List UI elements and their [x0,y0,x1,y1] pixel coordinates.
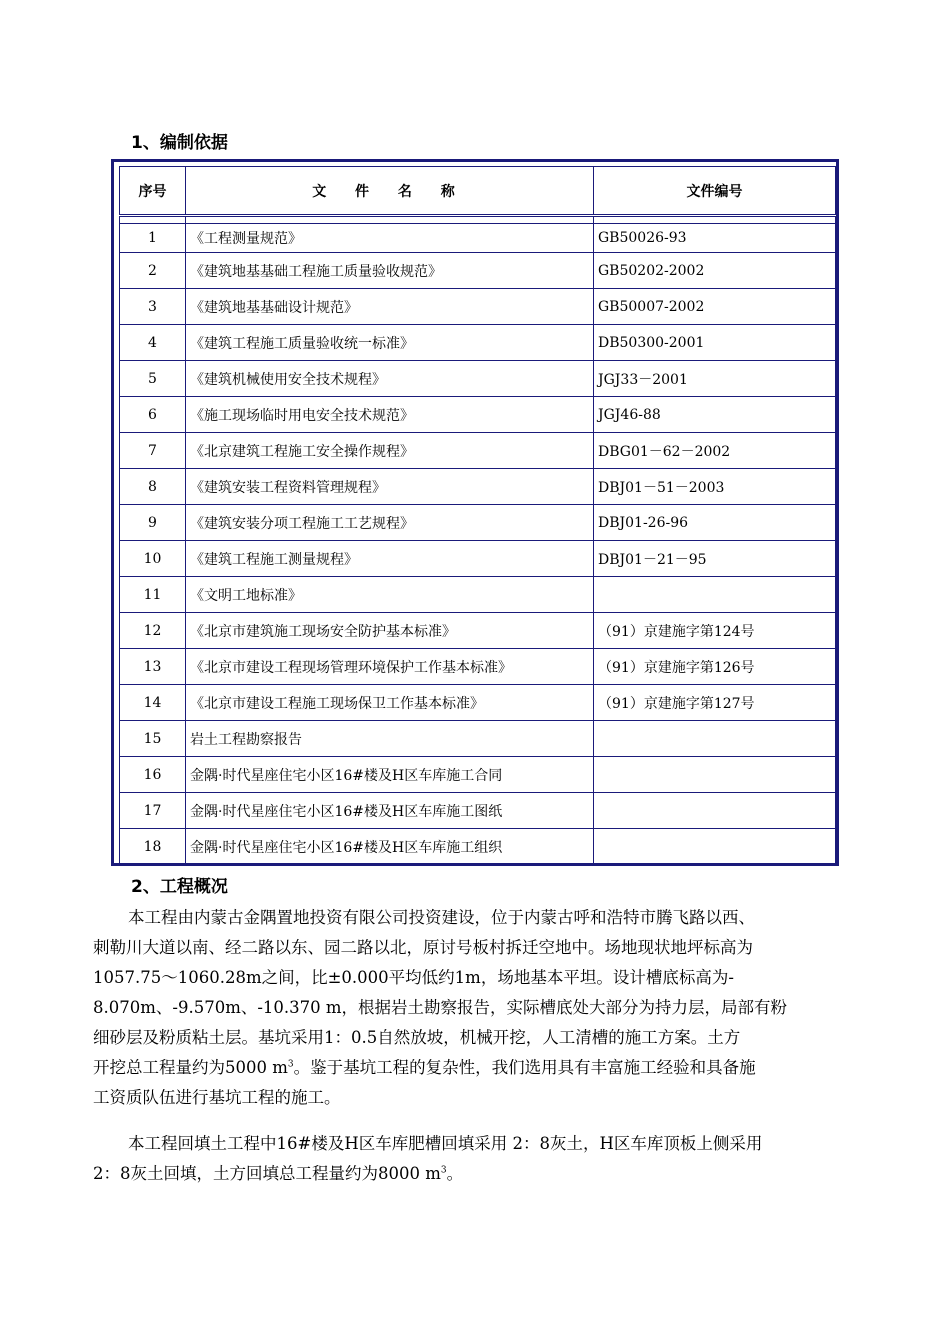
cell-name: 《建筑地基基础设计规范》 [186,289,594,325]
cell-no: 15 [120,721,186,757]
spacer-cell [120,216,186,224]
cell-no: 7 [120,433,186,469]
cell-no: 4 [120,325,186,361]
cell-name: 《建筑安装分项工程施工工艺规程》 [186,505,594,541]
spacer-cell [594,216,836,224]
cell-code: GB50007-2002 [594,289,836,325]
cell-name: 《建筑工程施工质量验收统一标准》 [186,325,594,361]
cell-code [594,757,836,793]
cell-code [594,577,836,613]
cell-no: 8 [120,469,186,505]
table-header-row [120,167,836,216]
overview-paragraph-1 [93,903,861,1113]
cell-code: （91）京建施字第124号 [594,613,836,649]
cell-code: DBJ01－51－2003 [594,469,836,505]
paragraph-line [93,1159,861,1189]
cell-name: 《北京市建设工程现场管理环境保护工作基本标准》 [186,649,594,685]
cell-no: 5 [120,361,186,397]
paragraph-line: 细砂层及粉质粘土层。基坑采用1：0.5自然放坡，机械开挖，人工清槽的施工方案。土方 [93,1028,741,1047]
header-no: 序号 [120,167,186,216]
cell-no: 18 [120,829,186,865]
cell-name: 金隅·时代星座住宅小区16#楼及H区车库施工组织 [186,829,594,865]
paragraph-line: 8.070m、-9.570m、-10.370 m，根据岩土勘察报告，实际槽底处大部分为持力层，局部有粉 [93,998,788,1017]
table-row [120,829,836,865]
cell-no: 13 [120,649,186,685]
table-row [120,793,836,829]
cell-name: 岩土工程勘察报告 [186,721,594,757]
cell-name: 《工程测量规范》 [186,224,594,253]
cell-name: 《北京建筑工程施工安全操作规程》 [186,433,594,469]
header-name: 文 件 名 称 [186,167,594,216]
section-title-basis: 1、编制依据 [131,133,228,153]
cell-name: 《建筑地基基础工程施工质量验收规范》 [186,253,594,289]
superscript-3: 3 [440,1165,447,1176]
cell-code [594,829,836,865]
cell-no: 16 [120,757,186,793]
cell-name: 《建筑工程施工测量规程》 [186,541,594,577]
table-row [120,253,836,289]
text-run: 。 [446,1164,464,1183]
cell-no: 6 [120,397,186,433]
paragraph-line: 刺勒川大道以南、经二路以东、园二路以北，原讨号板村拆迁空地中。场地现状地坪标高为 [93,938,753,957]
cell-no: 10 [120,541,186,577]
cell-no: 17 [120,793,186,829]
cell-name: 《文明工地标准》 [186,577,594,613]
superscript-3: 3 [287,1059,294,1070]
paragraph-line [93,1053,861,1083]
paragraph-line: 本工程由内蒙古金隅置地投资有限公司投资建设，位于内蒙古呼和浩特市腾飞路以西、 [128,908,755,927]
cell-no: 12 [120,613,186,649]
table-row [120,577,836,613]
paragraph-line: 工资质队伍进行基坑工程的施工。 [93,1088,341,1107]
cell-name: 《北京市建设工程施工现场保卫工作基本标准》 [186,685,594,721]
cell-code: JGJ33－2001 [594,361,836,397]
header-code: 文件编号 [594,167,836,216]
cell-no: 14 [120,685,186,721]
table-row [120,469,836,505]
cell-name: 《北京市建筑施工现场安全防护基本标准》 [186,613,594,649]
table-row [120,649,836,685]
table-row [120,541,836,577]
overview-paragraph-2 [93,1129,861,1189]
cell-code: GB50202-2002 [594,253,836,289]
table-body [120,216,836,865]
cell-name: 金隅·时代星座住宅小区16#楼及H区车库施工图纸 [186,793,594,829]
cell-no: 9 [120,505,186,541]
table-row [120,397,836,433]
table-row [120,289,836,325]
cell-code: JGJ46-88 [594,397,836,433]
paragraph-line: 1057.75～1060.28m之间，比±0.000平均低约1m，场地基本平坦。设计槽底标高为- [93,968,734,987]
cell-no: 3 [120,289,186,325]
cell-code: DBG01－62－2002 [594,433,836,469]
cell-name: 《建筑机械使用安全技术规程》 [186,361,594,397]
table-row [120,505,836,541]
paragraph-line: 本工程回填土工程中16#楼及H区车库肥槽回填采用 2：8灰土，H区车库顶板上侧采用 [128,1134,763,1153]
cell-no: 2 [120,253,186,289]
cell-no: 11 [120,577,186,613]
cell-code: （91）京建施字第126号 [594,649,836,685]
header-spacer-row [120,216,836,224]
table-row [120,433,836,469]
text-run: 。鉴于基坑工程的复杂性，我们选用具有丰富施工经验和具备施 [293,1058,756,1077]
section-title-overview: 2、工程概况 [131,877,228,897]
table-row [120,721,836,757]
cell-code: DB50300-2001 [594,325,836,361]
spacer-cell [186,216,594,224]
cell-code: DBJ01－21－95 [594,541,836,577]
cell-code [594,721,836,757]
cell-name: 《建筑安装工程资料管理规程》 [186,469,594,505]
cell-no: 1 [120,224,186,253]
cell-name: 金隅·时代星座住宅小区16#楼及H区车库施工合同 [186,757,594,793]
table-row [120,757,836,793]
cell-name: 《施工现场临时用电安全技术规范》 [186,397,594,433]
text-run: 2：8灰土回填，土方回填总工程量约为8000 m [93,1164,441,1183]
cell-code: DBJ01-26-96 [594,505,836,541]
cell-code: （91）京建施字第127号 [594,685,836,721]
table-row [120,224,836,253]
table-row [120,361,836,397]
cell-code: GB50026-93 [594,224,836,253]
table-row [120,613,836,649]
text-run: 开挖总工程量约为5000 m [93,1058,288,1077]
table-row [120,325,836,361]
table-row [120,685,836,721]
basis-table [119,166,836,865]
cell-code [594,793,836,829]
